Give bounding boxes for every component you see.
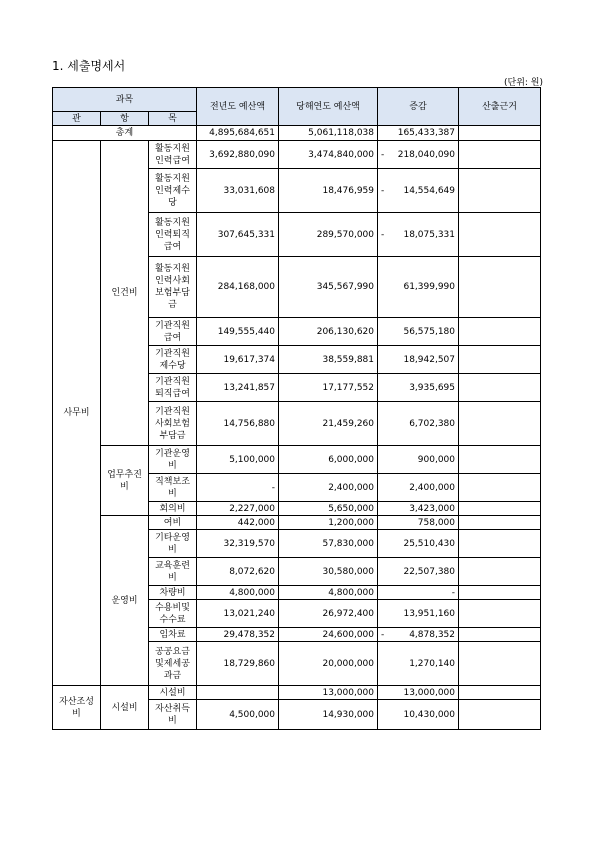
- total-label: 총계: [53, 126, 197, 141]
- basis-cell: [459, 169, 541, 213]
- change-amount: 13,951,160: [403, 608, 455, 619]
- change-value: [381, 454, 455, 466]
- prev-year-cell: 18,729,860: [197, 642, 279, 686]
- curr-year-cell: 1,200,000: [279, 516, 378, 530]
- header-curr-year: 당해연도 예산액: [279, 88, 378, 126]
- mok-cell: 기관직원 퇴직급여: [149, 374, 197, 402]
- curr-year-cell: 3,474,840,000: [279, 141, 378, 169]
- change-value: [381, 503, 455, 515]
- change-cell: [378, 213, 459, 257]
- prev-year-cell: 284,168,000: [197, 257, 279, 318]
- change-sign: -: [381, 149, 385, 160]
- change-value: [381, 587, 455, 599]
- change-amount: 758,000: [417, 517, 455, 528]
- curr-year-cell: 6,000,000: [279, 446, 378, 474]
- change-value: [381, 566, 455, 578]
- basis-cell: [459, 346, 541, 374]
- basis-cell: [459, 141, 541, 169]
- basis-cell: [459, 502, 541, 516]
- curr-year-cell: 24,600,000: [279, 628, 378, 642]
- prev-year-cell: 14,756,880: [197, 402, 279, 446]
- change-cell: [378, 686, 459, 700]
- change-cell: [378, 700, 459, 730]
- basis-cell: [459, 402, 541, 446]
- change-value: [381, 517, 455, 529]
- prev-year-cell: 32,319,570: [197, 530, 279, 558]
- change-value: [381, 354, 455, 366]
- prev-year-cell: [197, 686, 279, 700]
- mok-cell: 기타운영 비: [149, 530, 197, 558]
- mok-cell: 회의비: [149, 502, 197, 516]
- change-value: [381, 608, 455, 620]
- change-amount: 3,423,000: [409, 503, 455, 514]
- basis-cell: [459, 628, 541, 642]
- change-cell: [378, 257, 459, 318]
- change-cell: [378, 530, 459, 558]
- basis-cell: [459, 586, 541, 600]
- mok-cell: 차량비: [149, 586, 197, 600]
- change-value: [381, 482, 455, 494]
- prev-year-cell: 4,800,000: [197, 586, 279, 600]
- mok-cell: 활동지원 인력급여: [149, 141, 197, 169]
- change-value: [381, 382, 455, 394]
- change-sign: -: [381, 229, 385, 240]
- curr-year-cell: 17,177,552: [279, 374, 378, 402]
- table-row: [53, 446, 541, 474]
- change-cell: [378, 318, 459, 346]
- change-value: [381, 185, 455, 197]
- table-row: [53, 516, 541, 530]
- change-cell: [378, 642, 459, 686]
- change-value: [381, 629, 455, 641]
- change-cell: [378, 502, 459, 516]
- curr-year-cell: 345,567,990: [279, 257, 378, 318]
- change-value: [381, 229, 455, 241]
- header-hang: 항: [101, 112, 149, 126]
- prev-year-cell: 33,031,608: [197, 169, 279, 213]
- prev-year-cell: 5,100,000: [197, 446, 279, 474]
- change-value: [381, 281, 455, 293]
- curr-year-cell: 21,459,260: [279, 402, 378, 446]
- gwan-jasan: 자산조성비: [53, 686, 101, 730]
- hang-ingeonbi: 인건비: [101, 141, 149, 446]
- mok-cell: 시설비: [149, 686, 197, 700]
- curr-year-cell: 57,830,000: [279, 530, 378, 558]
- change-cell: [378, 628, 459, 642]
- curr-year-cell: 2,400,000: [279, 474, 378, 502]
- mok-cell: 활동지원 인력사회 보험부담 금: [149, 257, 197, 318]
- prev-year-cell: 8,072,620: [197, 558, 279, 586]
- curr-year-cell: 5,650,000: [279, 502, 378, 516]
- hang-unyeong: 운영비: [101, 516, 149, 686]
- gwan-samubi: 사무비: [53, 141, 101, 686]
- change-amount: 18,075,331: [403, 229, 455, 240]
- prev-year-cell: 442,000: [197, 516, 279, 530]
- hang-eommu: 업무추진비: [101, 446, 149, 516]
- change-amount: 22,507,380: [403, 566, 455, 577]
- change-amount: 13,000,000: [403, 687, 455, 698]
- change-cell: [378, 402, 459, 446]
- header-category: 과목: [53, 88, 197, 112]
- mok-cell: 기관운영 비: [149, 446, 197, 474]
- change-amount: 14,554,649: [403, 185, 455, 196]
- total-prev: 4,895,684,651: [197, 126, 279, 141]
- basis-cell: [459, 686, 541, 700]
- change-amount: 3,935,695: [409, 382, 455, 393]
- prev-year-cell: 29,478,352: [197, 628, 279, 642]
- basis-cell: [459, 516, 541, 530]
- mok-cell: 직책보조 비: [149, 474, 197, 502]
- change-amount: -: [451, 587, 455, 598]
- basis-cell: [459, 213, 541, 257]
- curr-year-cell: 38,559,881: [279, 346, 378, 374]
- basis-cell: [459, 700, 541, 730]
- total-basis: [459, 126, 541, 141]
- table-row: [53, 141, 541, 169]
- mok-cell: 교육훈련 비: [149, 558, 197, 586]
- change-cell: [378, 446, 459, 474]
- total-row: [53, 126, 541, 141]
- prev-year-cell: 307,645,331: [197, 213, 279, 257]
- header-gwan: 관: [53, 112, 101, 126]
- header-basis: 산출근거: [459, 88, 541, 126]
- change-amount: 61,399,990: [403, 282, 455, 292]
- change-cell: [378, 600, 459, 628]
- basis-cell: [459, 558, 541, 586]
- unit-label: (단위: 원): [504, 78, 543, 88]
- change-value: [381, 538, 455, 550]
- change-cell: [378, 516, 459, 530]
- header-change: 증감: [378, 88, 459, 126]
- basis-cell: [459, 530, 541, 558]
- mok-cell: 활동지원 인력제수 당: [149, 169, 197, 213]
- curr-year-cell: 20,000,000: [279, 642, 378, 686]
- change-amount: 900,000: [417, 454, 455, 465]
- curr-year-cell: 30,580,000: [279, 558, 378, 586]
- change-value: [381, 418, 455, 430]
- mok-cell: 활동지원 인력퇴직 급여: [149, 213, 197, 257]
- basis-cell: [459, 257, 541, 318]
- mok-cell: 기관직원 급여: [149, 318, 197, 346]
- mok-cell: 공공요금 및제세공 과금: [149, 642, 197, 686]
- change-amount: 6,702,380: [409, 418, 455, 429]
- prev-year-cell: 3,692,880,090: [197, 141, 279, 169]
- change-amount: 56,575,180: [403, 326, 455, 337]
- curr-year-cell: 13,000,000: [279, 686, 378, 700]
- mok-cell: 기관직원 사회보험 부담금: [149, 402, 197, 446]
- curr-year-cell: 26,972,400: [279, 600, 378, 628]
- change-cell: [378, 558, 459, 586]
- basis-cell: [459, 642, 541, 686]
- change-sign: -: [381, 629, 385, 640]
- prev-year-cell: 13,241,857: [197, 374, 279, 402]
- mok-cell: 기관직원 제수당: [149, 346, 197, 374]
- prev-year-cell: 2,227,000: [197, 502, 279, 516]
- change-cell: [378, 141, 459, 169]
- total-change: 165,433,387: [378, 126, 459, 141]
- table-row: [53, 686, 541, 700]
- change-amount: 218,040,090: [397, 149, 455, 160]
- curr-year-cell: 4,800,000: [279, 586, 378, 600]
- change-sign: -: [381, 185, 385, 196]
- curr-year-cell: 14,930,000: [279, 700, 378, 730]
- prev-year-cell: 4,500,000: [197, 700, 279, 730]
- change-amount: 25,510,430: [403, 538, 455, 549]
- prev-year-cell: 19,617,374: [197, 346, 279, 374]
- mok-cell: 여비: [149, 516, 197, 530]
- change-value: [381, 149, 455, 161]
- expenditure-table: [52, 87, 541, 730]
- basis-cell: [459, 374, 541, 402]
- change-value: [381, 326, 455, 338]
- total-curr: 5,061,118,038: [279, 126, 378, 141]
- basis-cell: [459, 318, 541, 346]
- header-mok: 목: [149, 112, 197, 126]
- curr-year-cell: 18,476,959: [279, 169, 378, 213]
- curr-year-cell: 206,130,620: [279, 318, 378, 346]
- change-value: [381, 687, 455, 699]
- prev-year-cell: 13,021,240: [197, 600, 279, 628]
- mok-cell: 임차료: [149, 628, 197, 642]
- change-value: [381, 658, 455, 670]
- change-cell: [378, 346, 459, 374]
- mok-cell: 수용비및 수수료: [149, 600, 197, 628]
- change-amount: 1,270,140: [409, 658, 455, 669]
- prev-year-cell: 149,555,440: [197, 318, 279, 346]
- change-amount: 2,400,000: [409, 482, 455, 493]
- basis-cell: [459, 600, 541, 628]
- curr-year-cell: 289,570,000: [279, 213, 378, 257]
- change-amount: 4,878,352: [409, 629, 455, 640]
- change-cell: [378, 169, 459, 213]
- basis-cell: [459, 474, 541, 502]
- change-cell: [378, 374, 459, 402]
- change-cell: [378, 586, 459, 600]
- change-value: [381, 709, 455, 721]
- change-cell: [378, 474, 459, 502]
- change-amount: 18,942,507: [403, 354, 455, 365]
- hang-siseol: 시설비: [101, 686, 149, 730]
- mok-cell: 자산취득 비: [149, 700, 197, 730]
- header-prev-year: 전년도 예산액: [197, 88, 279, 126]
- page-title: 1. 세출명세서: [52, 59, 126, 73]
- prev-year-cell: -: [197, 474, 279, 502]
- change-amount: 10,430,000: [403, 709, 455, 720]
- basis-cell: [459, 446, 541, 474]
